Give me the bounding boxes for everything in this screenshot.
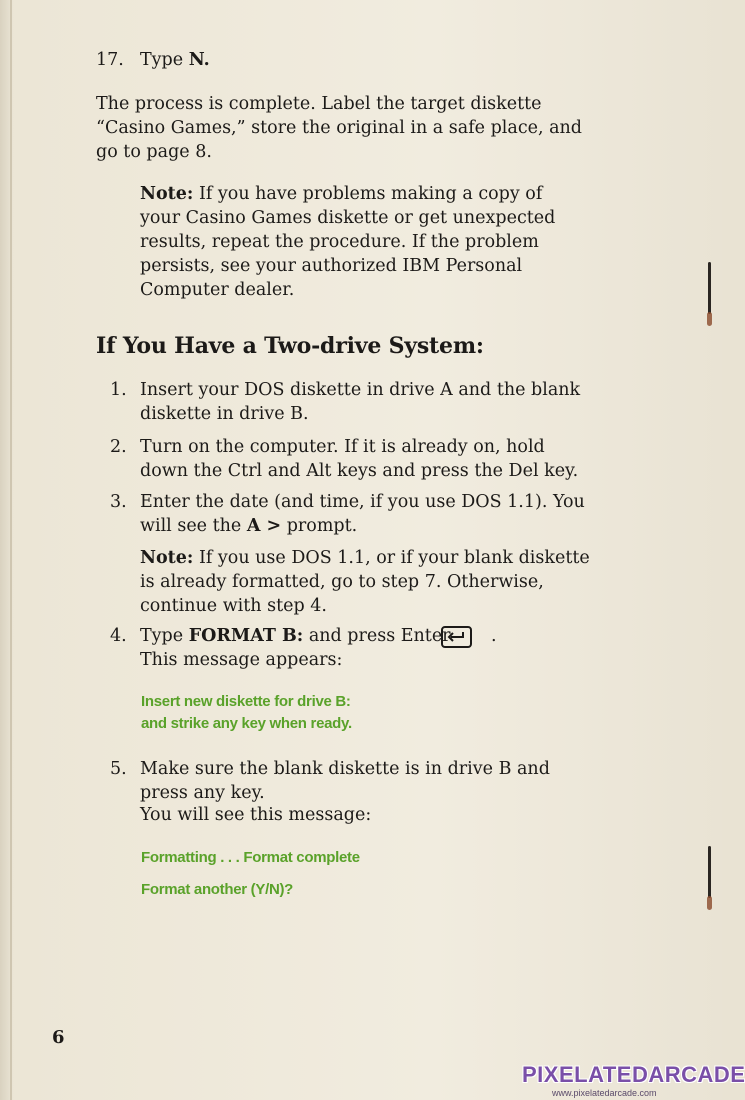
page-fold: [10, 0, 12, 1100]
note-line-4: persists, see your authorized IBM Personal: [140, 256, 523, 276]
format-message-line-2: Format another (Y/N)?: [141, 881, 294, 898]
step-3-note-line-2: is already formatted, go to step 7. Otherwise,: [140, 572, 544, 592]
format-message-line-1: Formatting . . . Format complete: [141, 849, 360, 866]
step-2-number: 2.: [110, 437, 127, 457]
completion-line-1: The process is complete. Label the target diskette: [96, 94, 542, 114]
step-2-line-1: Turn on the computer. If it is already on, hold: [140, 437, 545, 457]
staple-top: [708, 262, 711, 314]
step-3-note-line-3: continue with step 4.: [140, 596, 327, 616]
step-17-text: Type N.: [140, 50, 210, 70]
staple-bottom: [708, 846, 711, 898]
step-3-line-2: will see the A > prompt.: [140, 516, 358, 536]
step-1-line-1: Insert your DOS diskette in drive A and the blank: [140, 380, 581, 400]
enter-key-icon: [441, 626, 472, 648]
watermark-url: www.pixelatedarcade.com: [552, 1088, 657, 1098]
step-3-line-1: Enter the date (and time, if you use DOS 1.1). You: [140, 492, 585, 512]
step-4-line-1: Type FORMAT B: and press Enter: [140, 626, 451, 646]
step-17-number: 17.: [96, 50, 124, 70]
step-5-number: 5.: [110, 759, 127, 779]
step-5-line-3: You will see this message:: [140, 805, 372, 825]
watermark-logo: PIXELATEDARCADE: [522, 1062, 745, 1087]
step-5-line-2: press any key.: [140, 783, 265, 803]
step-4-period: .: [491, 626, 497, 646]
step-3-number: 3.: [110, 492, 127, 512]
step-1-number: 1.: [110, 380, 127, 400]
note-line-2: your Casino Games diskette or get unexpected: [140, 208, 556, 228]
note-line-5: Computer dealer.: [140, 280, 295, 300]
rust-stain-top: [707, 312, 712, 326]
section-heading: If You Have a Two-drive System:: [96, 333, 484, 359]
page-number: 6: [52, 1027, 65, 1048]
step-5-line-1: Make sure the blank diskette is in drive B and: [140, 759, 550, 779]
step-4-line-2: This message appears:: [140, 650, 343, 670]
screen-message-line-1: Insert new diskette for drive B:: [141, 693, 351, 710]
note-line-3: results, repeat the procedure. If the problem: [140, 232, 539, 252]
completion-line-3: go to page 8.: [96, 142, 212, 162]
screen-message-line-2: and strike any key when ready.: [141, 715, 352, 732]
step-3-note-line-1: Note: If you use DOS 1.1, or if your blank diskette: [140, 548, 590, 568]
note-line-1: Note: If you have problems making a copy of: [140, 184, 543, 204]
completion-line-2: “Casino Games,” store the original in a safe place, and: [96, 118, 583, 138]
rust-stain-bottom: [707, 896, 712, 910]
step-2-line-2: down the Ctrl and Alt keys and press the Del key.: [140, 461, 579, 481]
step-4-number: 4.: [110, 626, 127, 646]
step-1-line-2: diskette in drive B.: [140, 404, 309, 424]
